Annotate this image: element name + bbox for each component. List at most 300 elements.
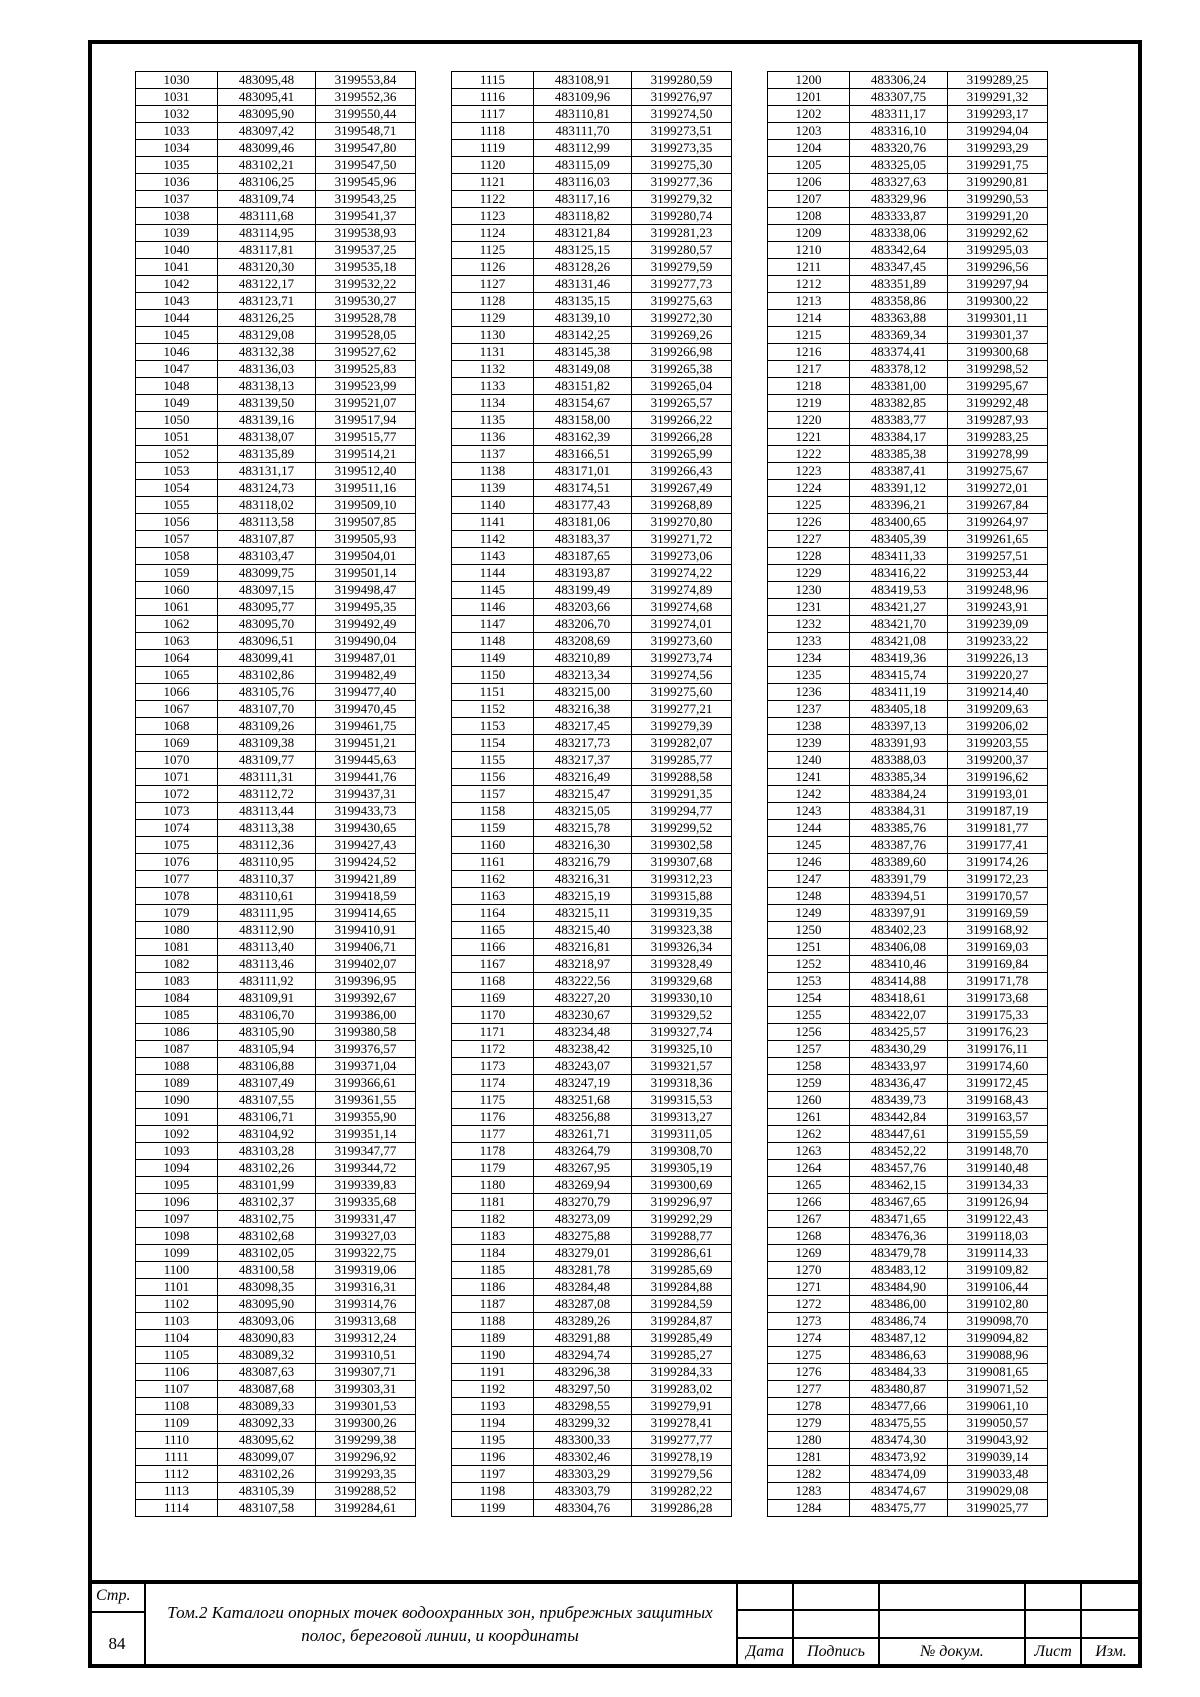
table-row	[768, 157, 1048, 174]
point-number-cell: 1101	[136, 1279, 218, 1296]
point-number-cell: 1125	[452, 242, 534, 259]
point-number-cell: 1097	[136, 1211, 218, 1228]
y-coordinate-cell: 3199509,10	[316, 497, 416, 514]
point-number-cell: 1278	[768, 1398, 850, 1415]
y-coordinate-cell: 3199170,57	[948, 888, 1048, 905]
table-row	[136, 191, 416, 208]
point-number-cell: 1274	[768, 1330, 850, 1347]
y-coordinate-cell: 3199406,71	[316, 939, 416, 956]
y-coordinate-cell: 3199538,93	[316, 225, 416, 242]
x-coordinate-cell: 483109,91	[218, 990, 316, 1007]
x-coordinate-cell: 483471,65	[850, 1211, 948, 1228]
point-number-cell: 1081	[136, 939, 218, 956]
table-row	[452, 1160, 732, 1177]
x-coordinate-cell: 483122,17	[218, 276, 316, 293]
x-coordinate-cell: 483415,74	[850, 667, 948, 684]
x-coordinate-cell: 483338,06	[850, 225, 948, 242]
point-number-cell: 1250	[768, 922, 850, 939]
x-coordinate-cell: 483462,15	[850, 1177, 948, 1194]
y-coordinate-cell: 3199140,48	[948, 1160, 1048, 1177]
point-number-cell: 1179	[452, 1160, 534, 1177]
table-row	[768, 735, 1048, 752]
y-coordinate-cell: 3199285,49	[632, 1330, 732, 1347]
x-coordinate-cell: 483106,25	[218, 174, 316, 191]
point-number-cell: 1237	[768, 701, 850, 718]
x-coordinate-cell: 483419,36	[850, 650, 948, 667]
x-coordinate-cell: 483452,22	[850, 1143, 948, 1160]
y-coordinate-cell: 3199177,41	[948, 837, 1048, 854]
point-number-cell: 1066	[136, 684, 218, 701]
point-number-cell: 1181	[452, 1194, 534, 1211]
x-coordinate-cell: 483405,18	[850, 701, 948, 718]
table-row	[768, 786, 1048, 803]
table-row	[452, 1279, 732, 1296]
x-coordinate-cell: 483405,39	[850, 531, 948, 548]
x-coordinate-cell: 483135,15	[534, 293, 632, 310]
y-coordinate-cell: 3199098,70	[948, 1313, 1048, 1330]
point-number-cell: 1036	[136, 174, 218, 191]
x-coordinate-cell: 483120,30	[218, 259, 316, 276]
y-coordinate-cell: 3199148,70	[948, 1143, 1048, 1160]
y-coordinate-cell: 3199278,41	[632, 1415, 732, 1432]
table-row	[136, 752, 416, 769]
table-row	[768, 463, 1048, 480]
point-number-cell: 1273	[768, 1313, 850, 1330]
x-coordinate-cell: 483095,48	[218, 72, 316, 89]
point-number-cell: 1039	[136, 225, 218, 242]
x-coordinate-cell: 483087,68	[218, 1381, 316, 1398]
x-coordinate-cell: 483128,26	[534, 259, 632, 276]
table-row	[452, 871, 732, 888]
table-row	[768, 378, 1048, 395]
x-coordinate-cell: 483351,89	[850, 276, 948, 293]
point-number-cell: 1108	[136, 1398, 218, 1415]
point-number-cell: 1111	[136, 1449, 218, 1466]
x-coordinate-cell: 483297,50	[534, 1381, 632, 1398]
table-row	[768, 1024, 1048, 1041]
table-row	[768, 1007, 1048, 1024]
document-number-column-label: № докум.	[920, 1643, 984, 1660]
x-coordinate-cell: 483174,51	[534, 480, 632, 497]
y-coordinate-cell: 3199300,68	[948, 344, 1048, 361]
point-number-cell: 1047	[136, 361, 218, 378]
point-number-cell: 1171	[452, 1024, 534, 1041]
point-number-cell: 1032	[136, 106, 218, 123]
point-number-cell: 1215	[768, 327, 850, 344]
point-number-cell: 1282	[768, 1466, 850, 1483]
y-coordinate-cell: 3199355,90	[316, 1109, 416, 1126]
x-coordinate-cell: 483102,37	[218, 1194, 316, 1211]
y-coordinate-cell: 3199176,11	[948, 1041, 1048, 1058]
y-coordinate-cell: 3199380,58	[316, 1024, 416, 1041]
x-coordinate-cell: 483089,32	[218, 1347, 316, 1364]
table-row	[452, 174, 732, 191]
table-row	[452, 1228, 732, 1245]
point-number-cell: 1189	[452, 1330, 534, 1347]
x-coordinate-cell: 483139,10	[534, 310, 632, 327]
y-coordinate-cell: 3199312,23	[632, 871, 732, 888]
table-row	[768, 871, 1048, 888]
date-column-label: Дата	[746, 1643, 784, 1660]
x-coordinate-cell: 483104,92	[218, 1126, 316, 1143]
y-coordinate-cell: 3199172,45	[948, 1075, 1048, 1092]
coordinates-table-1	[135, 71, 416, 1517]
table-row	[768, 276, 1048, 293]
table-row	[452, 990, 732, 1007]
point-number-cell: 1256	[768, 1024, 850, 1041]
point-number-cell: 1248	[768, 888, 850, 905]
point-number-cell: 1049	[136, 395, 218, 412]
point-number-cell: 1133	[452, 378, 534, 395]
point-number-cell: 1118	[452, 123, 534, 140]
y-coordinate-cell: 3199275,60	[632, 684, 732, 701]
table-row	[136, 89, 416, 106]
table-row	[452, 327, 732, 344]
point-number-cell: 1283	[768, 1483, 850, 1500]
x-coordinate-cell: 483311,17	[850, 106, 948, 123]
table-row	[768, 429, 1048, 446]
table-row	[136, 1228, 416, 1245]
y-coordinate-cell: 3199421,89	[316, 871, 416, 888]
table-row	[136, 973, 416, 990]
point-number-cell: 1112	[136, 1466, 218, 1483]
point-number-cell: 1249	[768, 905, 850, 922]
y-coordinate-cell: 3199248,96	[948, 582, 1048, 599]
table-row	[452, 973, 732, 990]
table-row	[136, 1262, 416, 1279]
table-row	[452, 157, 732, 174]
x-coordinate-cell: 483136,03	[218, 361, 316, 378]
x-coordinate-cell: 483092,33	[218, 1415, 316, 1432]
x-coordinate-cell: 483107,58	[218, 1500, 316, 1517]
x-coordinate-cell: 483216,81	[534, 939, 632, 956]
point-number-cell: 1211	[768, 259, 850, 276]
point-number-cell: 1154	[452, 735, 534, 752]
point-number-cell: 1083	[136, 973, 218, 990]
point-number-cell: 1280	[768, 1432, 850, 1449]
point-number-cell: 1236	[768, 684, 850, 701]
x-coordinate-cell: 483108,91	[534, 72, 632, 89]
x-coordinate-cell: 483479,78	[850, 1245, 948, 1262]
point-number-cell: 1263	[768, 1143, 850, 1160]
point-number-cell: 1156	[452, 769, 534, 786]
y-coordinate-cell: 3199501,14	[316, 565, 416, 582]
y-coordinate-cell: 3199298,52	[948, 361, 1048, 378]
point-number-cell: 1152	[452, 701, 534, 718]
table-row	[452, 140, 732, 157]
y-coordinate-cell: 3199277,77	[632, 1432, 732, 1449]
y-coordinate-cell: 3199547,50	[316, 157, 416, 174]
point-number-cell: 1207	[768, 191, 850, 208]
table-row	[136, 463, 416, 480]
point-number-cell: 1196	[452, 1449, 534, 1466]
stamp-divider	[736, 1637, 1142, 1639]
x-coordinate-cell: 483218,97	[534, 956, 632, 973]
table-row	[768, 701, 1048, 718]
y-coordinate-cell: 3199274,89	[632, 582, 732, 599]
point-number-cell: 1193	[452, 1398, 534, 1415]
x-coordinate-cell: 483109,77	[218, 752, 316, 769]
y-coordinate-cell: 3199050,57	[948, 1415, 1048, 1432]
point-number-cell: 1241	[768, 769, 850, 786]
table-row	[768, 242, 1048, 259]
point-number-cell: 1034	[136, 140, 218, 157]
x-coordinate-cell: 483300,33	[534, 1432, 632, 1449]
table-row	[136, 769, 416, 786]
table-row	[136, 1194, 416, 1211]
point-number-cell: 1266	[768, 1194, 850, 1211]
x-coordinate-cell: 483216,79	[534, 854, 632, 871]
point-number-cell: 1214	[768, 310, 850, 327]
y-coordinate-cell: 3199293,29	[948, 140, 1048, 157]
table-row	[136, 1296, 416, 1313]
x-coordinate-cell: 483384,24	[850, 786, 948, 803]
point-number-cell: 1158	[452, 803, 534, 820]
x-coordinate-cell: 483411,33	[850, 548, 948, 565]
table-row	[452, 1041, 732, 1058]
point-number-cell: 1227	[768, 531, 850, 548]
point-number-cell: 1086	[136, 1024, 218, 1041]
table-row	[768, 1466, 1048, 1483]
point-number-cell: 1271	[768, 1279, 850, 1296]
y-coordinate-cell: 3199265,38	[632, 361, 732, 378]
y-coordinate-cell: 3199293,35	[316, 1466, 416, 1483]
x-coordinate-cell: 483388,03	[850, 752, 948, 769]
x-coordinate-cell: 483473,92	[850, 1449, 948, 1466]
x-coordinate-cell: 483217,73	[534, 735, 632, 752]
y-coordinate-cell: 3199283,25	[948, 429, 1048, 446]
table-row	[136, 1126, 416, 1143]
table-row	[452, 565, 732, 582]
table-row	[136, 1007, 416, 1024]
y-coordinate-cell: 3199327,03	[316, 1228, 416, 1245]
table-row	[136, 633, 416, 650]
table-row	[768, 956, 1048, 973]
y-coordinate-cell: 3199265,99	[632, 446, 732, 463]
table-row	[136, 225, 416, 242]
point-number-cell: 1238	[768, 718, 850, 735]
table-row	[768, 1262, 1048, 1279]
point-number-cell: 1176	[452, 1109, 534, 1126]
y-coordinate-cell: 3199081,65	[948, 1364, 1048, 1381]
table-row	[452, 480, 732, 497]
table-row	[768, 1194, 1048, 1211]
table-row	[452, 429, 732, 446]
table-row	[452, 735, 732, 752]
table-row	[768, 191, 1048, 208]
point-number-cell: 1213	[768, 293, 850, 310]
point-number-cell: 1182	[452, 1211, 534, 1228]
y-coordinate-cell: 3199174,26	[948, 854, 1048, 871]
table-row	[452, 72, 732, 89]
y-coordinate-cell: 3199504,01	[316, 548, 416, 565]
table-row	[768, 922, 1048, 939]
x-coordinate-cell: 483109,26	[218, 718, 316, 735]
x-coordinate-cell: 483111,31	[218, 769, 316, 786]
point-number-cell: 1037	[136, 191, 218, 208]
point-number-cell: 1229	[768, 565, 850, 582]
point-number-cell: 1151	[452, 684, 534, 701]
x-coordinate-cell: 483474,09	[850, 1466, 948, 1483]
x-coordinate-cell: 483106,70	[218, 1007, 316, 1024]
table-row	[136, 1483, 416, 1500]
point-number-cell: 1228	[768, 548, 850, 565]
point-number-cell: 1157	[452, 786, 534, 803]
table-row	[452, 684, 732, 701]
point-number-cell: 1045	[136, 327, 218, 344]
y-coordinate-cell: 3199284,88	[632, 1279, 732, 1296]
x-coordinate-cell: 483442,84	[850, 1109, 948, 1126]
x-coordinate-cell: 483131,46	[534, 276, 632, 293]
x-coordinate-cell: 483222,56	[534, 973, 632, 990]
table-row	[768, 72, 1048, 89]
y-coordinate-cell: 3199288,52	[316, 1483, 416, 1500]
x-coordinate-cell: 483107,49	[218, 1075, 316, 1092]
table-row	[452, 531, 732, 548]
x-coordinate-cell: 483109,38	[218, 735, 316, 752]
table-row	[768, 140, 1048, 157]
table-row	[136, 1415, 416, 1432]
table-row	[136, 582, 416, 599]
y-coordinate-cell: 3199550,44	[316, 106, 416, 123]
point-number-cell: 1145	[452, 582, 534, 599]
table-row	[452, 1092, 732, 1109]
x-coordinate-cell: 483138,13	[218, 378, 316, 395]
table-row	[452, 1211, 732, 1228]
point-number-cell: 1245	[768, 837, 850, 854]
x-coordinate-cell: 483480,87	[850, 1381, 948, 1398]
y-coordinate-cell: 3199530,27	[316, 293, 416, 310]
table-row	[136, 803, 416, 820]
x-coordinate-cell: 483123,71	[218, 293, 316, 310]
x-coordinate-cell: 483102,26	[218, 1466, 316, 1483]
y-coordinate-cell: 3199461,75	[316, 718, 416, 735]
table-row	[768, 1126, 1048, 1143]
x-coordinate-cell: 483095,41	[218, 89, 316, 106]
table-row	[136, 1058, 416, 1075]
point-number-cell: 1222	[768, 446, 850, 463]
table-row	[452, 752, 732, 769]
x-coordinate-cell: 483105,76	[218, 684, 316, 701]
table-row	[768, 259, 1048, 276]
y-coordinate-cell: 3199517,94	[316, 412, 416, 429]
point-number-cell: 1141	[452, 514, 534, 531]
point-number-cell: 1079	[136, 905, 218, 922]
table-row	[768, 208, 1048, 225]
x-coordinate-cell: 483095,90	[218, 1296, 316, 1313]
table-row	[136, 395, 416, 412]
x-coordinate-cell: 483238,42	[534, 1041, 632, 1058]
y-coordinate-cell: 3199507,85	[316, 514, 416, 531]
y-coordinate-cell: 3199175,33	[948, 1007, 1048, 1024]
point-number-cell: 1239	[768, 735, 850, 752]
x-coordinate-cell: 483162,39	[534, 429, 632, 446]
table-row	[768, 225, 1048, 242]
table-row	[768, 293, 1048, 310]
y-coordinate-cell: 3199303,31	[316, 1381, 416, 1398]
x-coordinate-cell: 483476,36	[850, 1228, 948, 1245]
y-coordinate-cell: 3199548,71	[316, 123, 416, 140]
table-row	[452, 378, 732, 395]
y-coordinate-cell: 3199220,27	[948, 667, 1048, 684]
x-coordinate-cell: 483394,51	[850, 888, 948, 905]
y-coordinate-cell: 3199281,23	[632, 225, 732, 242]
point-number-cell: 1284	[768, 1500, 850, 1517]
point-number-cell: 1140	[452, 497, 534, 514]
table-row	[452, 1143, 732, 1160]
table-row	[136, 1398, 416, 1415]
table-row	[136, 174, 416, 191]
x-coordinate-cell: 483270,79	[534, 1194, 632, 1211]
table-row	[136, 1160, 416, 1177]
x-coordinate-cell: 483251,68	[534, 1092, 632, 1109]
point-number-cell: 1094	[136, 1160, 218, 1177]
y-coordinate-cell: 3199490,04	[316, 633, 416, 650]
table-row	[452, 956, 732, 973]
point-number-cell: 1069	[136, 735, 218, 752]
y-coordinate-cell: 3199514,21	[316, 446, 416, 463]
y-coordinate-cell: 3199279,56	[632, 1466, 732, 1483]
table-row	[768, 565, 1048, 582]
point-number-cell: 1199	[452, 1500, 534, 1517]
x-coordinate-cell: 483227,20	[534, 990, 632, 1007]
x-coordinate-cell: 483421,08	[850, 633, 948, 650]
table-row	[452, 344, 732, 361]
point-number-cell: 1116	[452, 89, 534, 106]
x-coordinate-cell: 483117,16	[534, 191, 632, 208]
table-row	[136, 701, 416, 718]
table-body	[768, 72, 1048, 1517]
x-coordinate-cell: 483400,65	[850, 514, 948, 531]
y-coordinate-cell: 3199200,37	[948, 752, 1048, 769]
y-coordinate-cell: 3199273,06	[632, 548, 732, 565]
table-row	[452, 412, 732, 429]
x-coordinate-cell: 483097,42	[218, 123, 316, 140]
x-coordinate-cell: 483396,21	[850, 497, 948, 514]
point-number-cell: 1137	[452, 446, 534, 463]
y-coordinate-cell: 3199176,23	[948, 1024, 1048, 1041]
table-row	[768, 1398, 1048, 1415]
x-coordinate-cell: 483391,93	[850, 735, 948, 752]
point-number-cell: 1218	[768, 378, 850, 395]
y-coordinate-cell: 3199528,05	[316, 327, 416, 344]
y-coordinate-cell: 3199109,82	[948, 1262, 1048, 1279]
table-row	[768, 1347, 1048, 1364]
table-row	[768, 1160, 1048, 1177]
table-row	[452, 310, 732, 327]
table-row	[452, 616, 732, 633]
y-coordinate-cell: 3199272,01	[948, 480, 1048, 497]
table-row	[136, 429, 416, 446]
x-coordinate-cell: 483102,21	[218, 157, 316, 174]
x-coordinate-cell: 483095,70	[218, 616, 316, 633]
table-row	[136, 718, 416, 735]
point-number-cell: 1281	[768, 1449, 850, 1466]
point-number-cell: 1046	[136, 344, 218, 361]
y-coordinate-cell: 3199275,30	[632, 157, 732, 174]
y-coordinate-cell: 3199273,60	[632, 633, 732, 650]
y-coordinate-cell: 3199285,77	[632, 752, 732, 769]
point-number-cell: 1262	[768, 1126, 850, 1143]
x-coordinate-cell: 483114,95	[218, 225, 316, 242]
point-number-cell: 1065	[136, 667, 218, 684]
x-coordinate-cell: 483382,85	[850, 395, 948, 412]
table-row	[452, 1296, 732, 1313]
point-number-cell: 1252	[768, 956, 850, 973]
y-coordinate-cell: 3199300,26	[316, 1415, 416, 1432]
table-row	[452, 939, 732, 956]
sheet-column-label: Лист	[1034, 1643, 1072, 1660]
